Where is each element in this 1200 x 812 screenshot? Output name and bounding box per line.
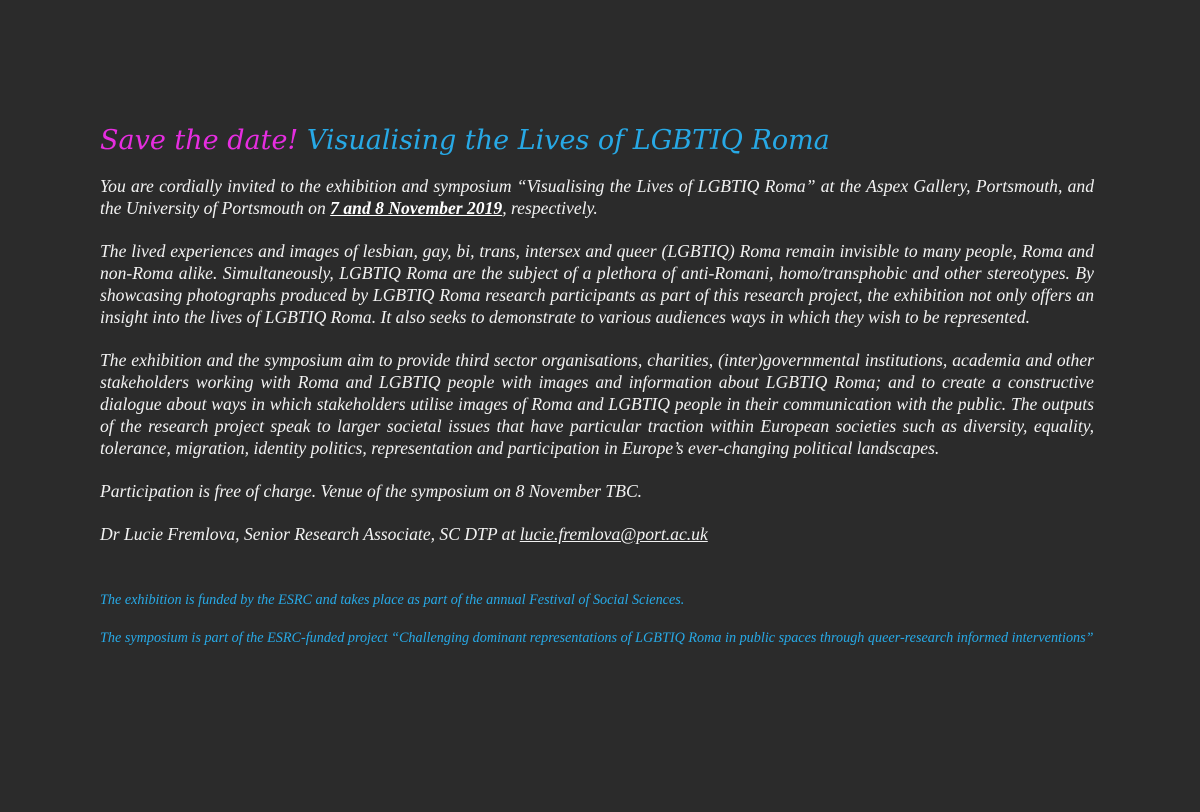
aims-paragraph: The exhibition and the symposium aim to provide third sector organisations, charities, (inter)governmental institutions, academia and other stakeholders working with Roma and LGBTIQ people with images and information about LGBTIQ Roma; and to create a constructive dialogue about ways in which stakeholders utilise images of Roma and LGBTIQ people in their communication with the public. The outputs of the research project speak to larger societal issues that have particular traction within European societies such as diversity, equality, tolerance, migration, identity politics, representation and participation in Europe’s ever-changing political landscapes. [100, 350, 1094, 458]
funding-note-symposium: The symposium is part of the ESRC-funded project “Challenging dominant representations of LGBTIQ Roma in public spaces through queer-research informed interventions” [100, 630, 1094, 646]
intro-paragraph [100, 175, 1094, 219]
title-save-the-date: Save the date! [100, 125, 299, 156]
participation-note: Participation is free of charge. Venue of the symposium on 8 November TBC. [100, 481, 643, 501]
contact-line [100, 523, 1094, 545]
page-title [100, 124, 1094, 158]
contact-text: Dr Lucie Fremlova, Senior Research Associate, SC DTP at [100, 524, 520, 544]
title-exhibition-name: Visualising the Lives of LGBTIQ Roma [306, 125, 830, 156]
funding-note-exhibition: The exhibition is funded by the ESRC and takes place as part of the annual Festival of Social Sciences. [100, 592, 685, 608]
flyer-content [100, 124, 1094, 648]
event-date-link[interactable]: 7 and 8 November 2019 [330, 198, 503, 218]
description-paragraph: The lived experiences and images of lesbian, gay, bi, trans, intersex and queer (LGBTIQ) Roma remain invisible to many people, Roma and non-Roma alike. Simultaneously, LGBTIQ Roma are the subject of a plethora of anti-Romani, homo/transphobic and other stereotypes. By showcasing photographs produced by LGBTIQ Roma research participants as part of this research project, the exhibition not only offers an insight into the lives of LGBTIQ Roma. It also seeks to demonstrate to various audiences ways in which they wish to be represented. [100, 241, 1094, 327]
contact-email-link[interactable]: lucie.fremlova@port.ac.uk [519, 524, 708, 544]
intro-text: You are cordially invited to the exhibition and symposium “Visualising the Lives of LGBTIQ Roma” at the Aspex Gallery, Portsmouth, and the University of Portsmouth on [100, 176, 1094, 218]
intro-text-end: , respectively. [502, 198, 598, 218]
